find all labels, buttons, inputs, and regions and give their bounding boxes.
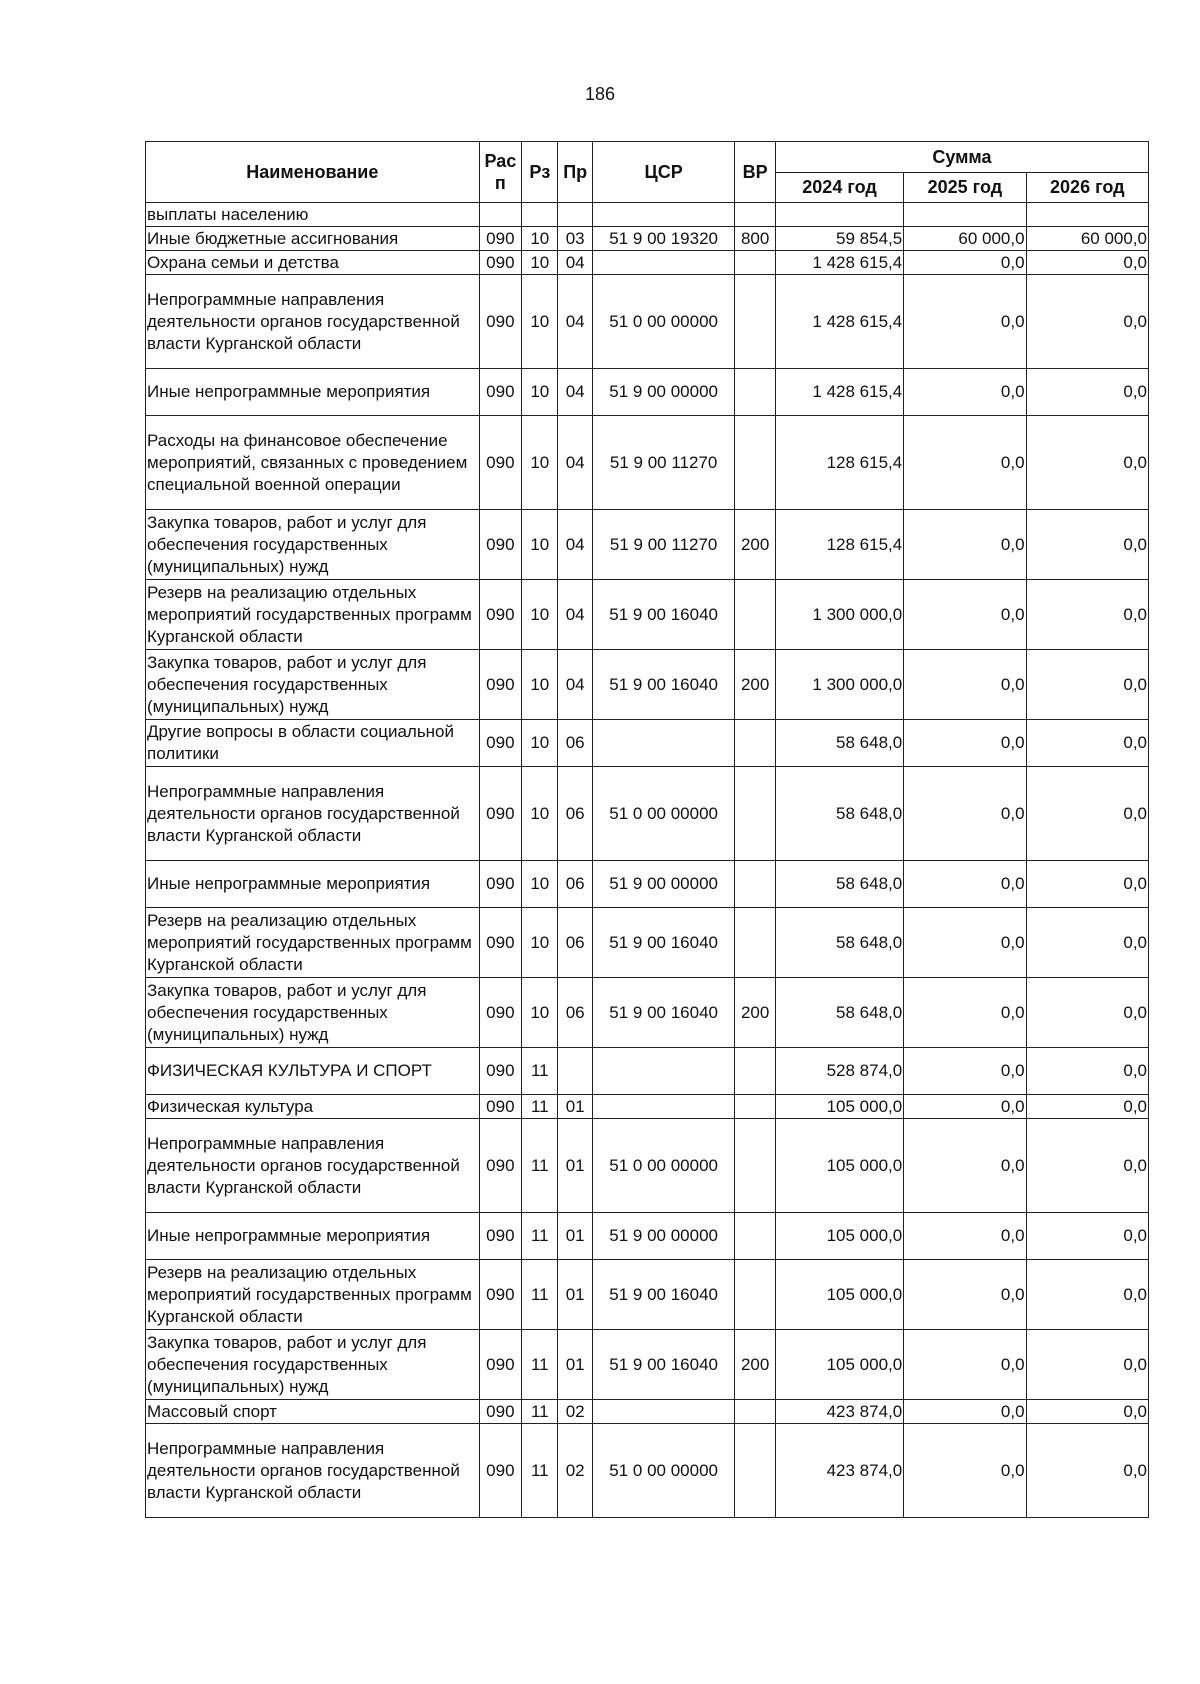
cell-sum-2025: 0,0 — [904, 978, 1026, 1048]
cell-sum-2026: 0,0 — [1026, 1119, 1148, 1213]
cell-rz: 10 — [522, 978, 558, 1048]
cell-pr: 04 — [558, 251, 592, 275]
cell-csr: 51 9 00 16040 — [592, 580, 735, 650]
header-csr: ЦСР — [592, 142, 735, 203]
table-row — [146, 908, 1149, 978]
cell-sum-2026: 0,0 — [1026, 1400, 1148, 1424]
page-number: 186 — [584, 84, 616, 104]
table-header — [146, 142, 1149, 203]
cell-vr — [735, 1213, 775, 1260]
cell-sum-2024: 1 428 615,4 — [775, 369, 903, 416]
cell-sum-2026: 0,0 — [1026, 251, 1148, 275]
cell-name: Другие вопросы в области социальной политики — [146, 720, 480, 767]
table-row — [146, 650, 1149, 720]
cell-rz: 10 — [522, 369, 558, 416]
cell-name: Непрограммные направления деятельности органов государственной власти Курганской области — [146, 767, 480, 861]
cell-sum-2024: 1 428 615,4 — [775, 251, 903, 275]
cell-sum-2025: 0,0 — [904, 1095, 1026, 1119]
cell-name: Закупка товаров, работ и услуг для обеспечения государственных (муниципальных) нужд — [146, 1330, 480, 1400]
cell-rasp: 090 — [479, 275, 521, 369]
cell-name: Расходы на финансовое обеспечение мероприятий, связанных с проведением специальной военной операции — [146, 416, 480, 510]
cell-rasp: 090 — [479, 1213, 521, 1260]
cell-pr: 04 — [558, 580, 592, 650]
cell-pr: 06 — [558, 908, 592, 978]
table-row — [146, 1095, 1149, 1119]
cell-sum-2026: 0,0 — [1026, 1095, 1148, 1119]
cell-pr: 04 — [558, 650, 592, 720]
cell-pr: 01 — [558, 1260, 592, 1330]
cell-name: Иные бюджетные ассигнования — [146, 227, 480, 251]
cell-csr: 51 9 00 16040 — [592, 1260, 735, 1330]
cell-sum-2026: 0,0 — [1026, 861, 1148, 908]
cell-name: Непрограммные направления деятельности органов государственной власти Курганской области — [146, 1119, 480, 1213]
cell-rz: 11 — [522, 1095, 558, 1119]
cell-name: ФИЗИЧЕСКАЯ КУЛЬТУРА И СПОРТ — [146, 1048, 480, 1095]
cell-rz: 10 — [522, 720, 558, 767]
table-row — [146, 580, 1149, 650]
cell-vr — [735, 275, 775, 369]
cell-rz: 10 — [522, 227, 558, 251]
cell-vr — [735, 416, 775, 510]
cell-sum-2025: 60 000,0 — [904, 227, 1026, 251]
cell-name: Закупка товаров, работ и услуг для обеспечения государственных (муниципальных) нужд — [146, 650, 480, 720]
cell-rz — [522, 203, 558, 227]
cell-rz: 10 — [522, 251, 558, 275]
cell-pr: 03 — [558, 227, 592, 251]
table-row — [146, 978, 1149, 1048]
cell-rz: 11 — [522, 1213, 558, 1260]
cell-rasp: 090 — [479, 1119, 521, 1213]
cell-rasp: 090 — [479, 978, 521, 1048]
cell-sum-2025: 0,0 — [904, 580, 1026, 650]
cell-rasp: 090 — [479, 650, 521, 720]
cell-vr: 200 — [735, 978, 775, 1048]
cell-sum-2024: 59 854,5 — [775, 227, 903, 251]
header-year-2024: 2024 год — [775, 172, 903, 203]
cell-vr — [735, 1400, 775, 1424]
cell-sum-2024: 128 615,4 — [775, 416, 903, 510]
table-row — [146, 861, 1149, 908]
cell-sum-2024: 105 000,0 — [775, 1119, 903, 1213]
cell-vr — [735, 369, 775, 416]
cell-sum-2026: 0,0 — [1026, 978, 1148, 1048]
cell-rz: 10 — [522, 767, 558, 861]
cell-pr: 06 — [558, 720, 592, 767]
cell-rasp: 090 — [479, 720, 521, 767]
cell-name: Резерв на реализацию отдельных мероприятий государственных программ Курганской области — [146, 908, 480, 978]
cell-sum-2026: 0,0 — [1026, 580, 1148, 650]
cell-csr: 51 9 00 00000 — [592, 861, 735, 908]
table-row — [146, 227, 1149, 251]
cell-pr: 02 — [558, 1424, 592, 1518]
cell-rasp: 090 — [479, 251, 521, 275]
cell-rz: 11 — [522, 1260, 558, 1330]
cell-vr — [735, 861, 775, 908]
cell-rz: 11 — [522, 1424, 558, 1518]
cell-sum-2024: 423 874,0 — [775, 1424, 903, 1518]
cell-csr: 51 9 00 16040 — [592, 650, 735, 720]
cell-rz: 10 — [522, 908, 558, 978]
cell-rasp: 090 — [479, 369, 521, 416]
cell-sum-2025: 0,0 — [904, 720, 1026, 767]
cell-csr: 51 9 00 00000 — [592, 1213, 735, 1260]
cell-rasp: 090 — [479, 1330, 521, 1400]
cell-name: Непрограммные направления деятельности органов государственной власти Курганской области — [146, 275, 480, 369]
cell-sum-2026: 0,0 — [1026, 720, 1148, 767]
cell-vr — [735, 767, 775, 861]
cell-pr: 01 — [558, 1330, 592, 1400]
cell-rasp: 090 — [479, 908, 521, 978]
cell-vr — [735, 908, 775, 978]
cell-name: Резерв на реализацию отдельных мероприятий государственных программ Курганской области — [146, 580, 480, 650]
cell-sum-2024: 128 615,4 — [775, 510, 903, 580]
cell-sum-2024 — [775, 203, 903, 227]
cell-rz: 10 — [522, 275, 558, 369]
header-vr: ВР — [735, 142, 775, 203]
cell-sum-2024: 1 428 615,4 — [775, 275, 903, 369]
cell-name: Иные непрограммные мероприятия — [146, 369, 480, 416]
cell-vr: 200 — [735, 650, 775, 720]
cell-pr: 01 — [558, 1119, 592, 1213]
cell-csr: 51 0 00 00000 — [592, 767, 735, 861]
cell-sum-2025: 0,0 — [904, 861, 1026, 908]
header-rasp: Рас п — [479, 142, 521, 203]
header-year-2026: 2026 год — [1026, 172, 1148, 203]
cell-sum-2025: 0,0 — [904, 1400, 1026, 1424]
cell-name: Закупка товаров, работ и услуг для обеспечения государственных (муниципальных) нужд — [146, 978, 480, 1048]
cell-vr: 200 — [735, 510, 775, 580]
cell-sum-2024: 58 648,0 — [775, 767, 903, 861]
cell-pr — [558, 1048, 592, 1095]
cell-sum-2026: 0,0 — [1026, 1424, 1148, 1518]
cell-vr — [735, 1424, 775, 1518]
cell-name: выплаты населению — [146, 203, 480, 227]
cell-sum-2026: 0,0 — [1026, 908, 1148, 978]
header-name: Наименование — [146, 142, 480, 203]
cell-rz: 10 — [522, 861, 558, 908]
cell-sum-2024: 1 300 000,0 — [775, 580, 903, 650]
table-row — [146, 1400, 1149, 1424]
cell-name: Физическая культура — [146, 1095, 480, 1119]
table-row — [146, 1260, 1149, 1330]
cell-name: Массовый спорт — [146, 1400, 480, 1424]
cell-sum-2025: 0,0 — [904, 275, 1026, 369]
cell-rasp: 090 — [479, 1424, 521, 1518]
table-row — [146, 1048, 1149, 1095]
table-row — [146, 251, 1149, 275]
cell-sum-2024: 58 648,0 — [775, 978, 903, 1048]
cell-name: Непрограммные направления деятельности органов государственной власти Курганской области — [146, 1424, 480, 1518]
cell-sum-2026: 60 000,0 — [1026, 227, 1148, 251]
cell-sum-2025: 0,0 — [904, 1119, 1026, 1213]
cell-vr — [735, 580, 775, 650]
cell-sum-2025: 0,0 — [904, 416, 1026, 510]
cell-sum-2026: 0,0 — [1026, 510, 1148, 580]
cell-pr: 04 — [558, 510, 592, 580]
cell-vr — [735, 720, 775, 767]
cell-csr — [592, 720, 735, 767]
cell-sum-2024: 58 648,0 — [775, 908, 903, 978]
cell-sum-2025 — [904, 203, 1026, 227]
cell-sum-2025: 0,0 — [904, 650, 1026, 720]
table-row — [146, 1119, 1149, 1213]
cell-rz: 10 — [522, 510, 558, 580]
cell-csr: 51 9 00 16040 — [592, 978, 735, 1048]
cell-rz: 10 — [522, 650, 558, 720]
cell-sum-2025: 0,0 — [904, 767, 1026, 861]
cell-sum-2026: 0,0 — [1026, 650, 1148, 720]
cell-rasp: 090 — [479, 1048, 521, 1095]
cell-rasp: 090 — [479, 861, 521, 908]
cell-csr: 51 9 00 16040 — [592, 1330, 735, 1400]
table-row — [146, 720, 1149, 767]
cell-csr — [592, 203, 735, 227]
table-row — [146, 1213, 1149, 1260]
cell-sum-2025: 0,0 — [904, 1260, 1026, 1330]
cell-vr — [735, 1048, 775, 1095]
table-row — [146, 416, 1149, 510]
cell-pr: 06 — [558, 861, 592, 908]
cell-vr: 200 — [735, 1330, 775, 1400]
cell-rasp: 090 — [479, 767, 521, 861]
cell-pr: 06 — [558, 978, 592, 1048]
cell-sum-2026: 0,0 — [1026, 1260, 1148, 1330]
cell-vr — [735, 203, 775, 227]
table-row — [146, 767, 1149, 861]
cell-rz: 11 — [522, 1400, 558, 1424]
cell-csr — [592, 251, 735, 275]
header-year-2025: 2025 год — [904, 172, 1026, 203]
cell-sum-2026: 0,0 — [1026, 369, 1148, 416]
cell-name: Закупка товаров, работ и услуг для обеспечения государственных (муниципальных) нужд — [146, 510, 480, 580]
cell-csr: 51 0 00 00000 — [592, 1424, 735, 1518]
cell-name: Иные непрограммные мероприятия — [146, 1213, 480, 1260]
cell-rasp: 090 — [479, 1260, 521, 1330]
header-rz: Рз — [522, 142, 558, 203]
cell-rz: 10 — [522, 416, 558, 510]
cell-rasp: 090 — [479, 510, 521, 580]
cell-csr: 51 9 00 11270 — [592, 416, 735, 510]
cell-sum-2026: 0,0 — [1026, 767, 1148, 861]
cell-pr: 06 — [558, 767, 592, 861]
cell-csr — [592, 1048, 735, 1095]
cell-sum-2024: 423 874,0 — [775, 1400, 903, 1424]
table-row — [146, 510, 1149, 580]
cell-rasp: 090 — [479, 1400, 521, 1424]
cell-pr: 02 — [558, 1400, 592, 1424]
cell-pr: 04 — [558, 369, 592, 416]
cell-name: Иные непрограммные мероприятия — [146, 861, 480, 908]
cell-sum-2025: 0,0 — [904, 1330, 1026, 1400]
cell-csr: 51 9 00 00000 — [592, 369, 735, 416]
cell-pr: 01 — [558, 1213, 592, 1260]
table-row — [146, 275, 1149, 369]
cell-name: Резерв на реализацию отдельных мероприятий государственных программ Курганской области — [146, 1260, 480, 1330]
cell-pr: 04 — [558, 416, 592, 510]
cell-sum-2025: 0,0 — [904, 908, 1026, 978]
cell-csr — [592, 1095, 735, 1119]
cell-sum-2025: 0,0 — [904, 510, 1026, 580]
cell-rasp: 090 — [479, 227, 521, 251]
cell-sum-2025: 0,0 — [904, 1048, 1026, 1095]
cell-csr: 51 9 00 19320 — [592, 227, 735, 251]
cell-sum-2024: 1 300 000,0 — [775, 650, 903, 720]
cell-sum-2026: 0,0 — [1026, 416, 1148, 510]
cell-rz: 10 — [522, 580, 558, 650]
cell-sum-2026: 0,0 — [1026, 275, 1148, 369]
cell-sum-2026: 0,0 — [1026, 1330, 1148, 1400]
cell-vr — [735, 1095, 775, 1119]
cell-sum-2026: 0,0 — [1026, 1048, 1148, 1095]
cell-vr — [735, 251, 775, 275]
header-sum: Сумма — [775, 142, 1148, 173]
cell-vr: 800 — [735, 227, 775, 251]
cell-rasp: 090 — [479, 580, 521, 650]
cell-sum-2025: 0,0 — [904, 1213, 1026, 1260]
cell-sum-2025: 0,0 — [904, 251, 1026, 275]
table-row — [146, 203, 1149, 227]
cell-rasp — [479, 203, 521, 227]
cell-rz: 11 — [522, 1330, 558, 1400]
table-row — [146, 1424, 1149, 1518]
cell-name: Охрана семьи и детства — [146, 251, 480, 275]
cell-sum-2024: 58 648,0 — [775, 720, 903, 767]
table-body — [146, 203, 1149, 1518]
cell-csr: 51 9 00 11270 — [592, 510, 735, 580]
cell-csr: 51 9 00 16040 — [592, 908, 735, 978]
cell-vr — [735, 1260, 775, 1330]
cell-pr: 01 — [558, 1095, 592, 1119]
cell-sum-2024: 105 000,0 — [775, 1213, 903, 1260]
cell-rz: 11 — [522, 1048, 558, 1095]
cell-rasp: 090 — [479, 1095, 521, 1119]
cell-pr: 04 — [558, 275, 592, 369]
table-row — [146, 369, 1149, 416]
table-row — [146, 1330, 1149, 1400]
cell-sum-2024: 105 000,0 — [775, 1330, 903, 1400]
cell-sum-2025: 0,0 — [904, 1424, 1026, 1518]
cell-sum-2026: 0,0 — [1026, 1213, 1148, 1260]
cell-sum-2024: 105 000,0 — [775, 1260, 903, 1330]
cell-sum-2026 — [1026, 203, 1148, 227]
cell-rasp: 090 — [479, 416, 521, 510]
cell-sum-2024: 58 648,0 — [775, 861, 903, 908]
cell-rz: 11 — [522, 1119, 558, 1213]
cell-csr: 51 0 00 00000 — [592, 1119, 735, 1213]
cell-pr — [558, 203, 592, 227]
cell-sum-2025: 0,0 — [904, 369, 1026, 416]
cell-vr — [735, 1119, 775, 1213]
cell-sum-2024: 105 000,0 — [775, 1095, 903, 1119]
cell-sum-2024: 528 874,0 — [775, 1048, 903, 1095]
header-pr: Пр — [558, 142, 592, 203]
budget-table — [145, 141, 1149, 1518]
cell-csr: 51 0 00 00000 — [592, 275, 735, 369]
cell-csr — [592, 1400, 735, 1424]
